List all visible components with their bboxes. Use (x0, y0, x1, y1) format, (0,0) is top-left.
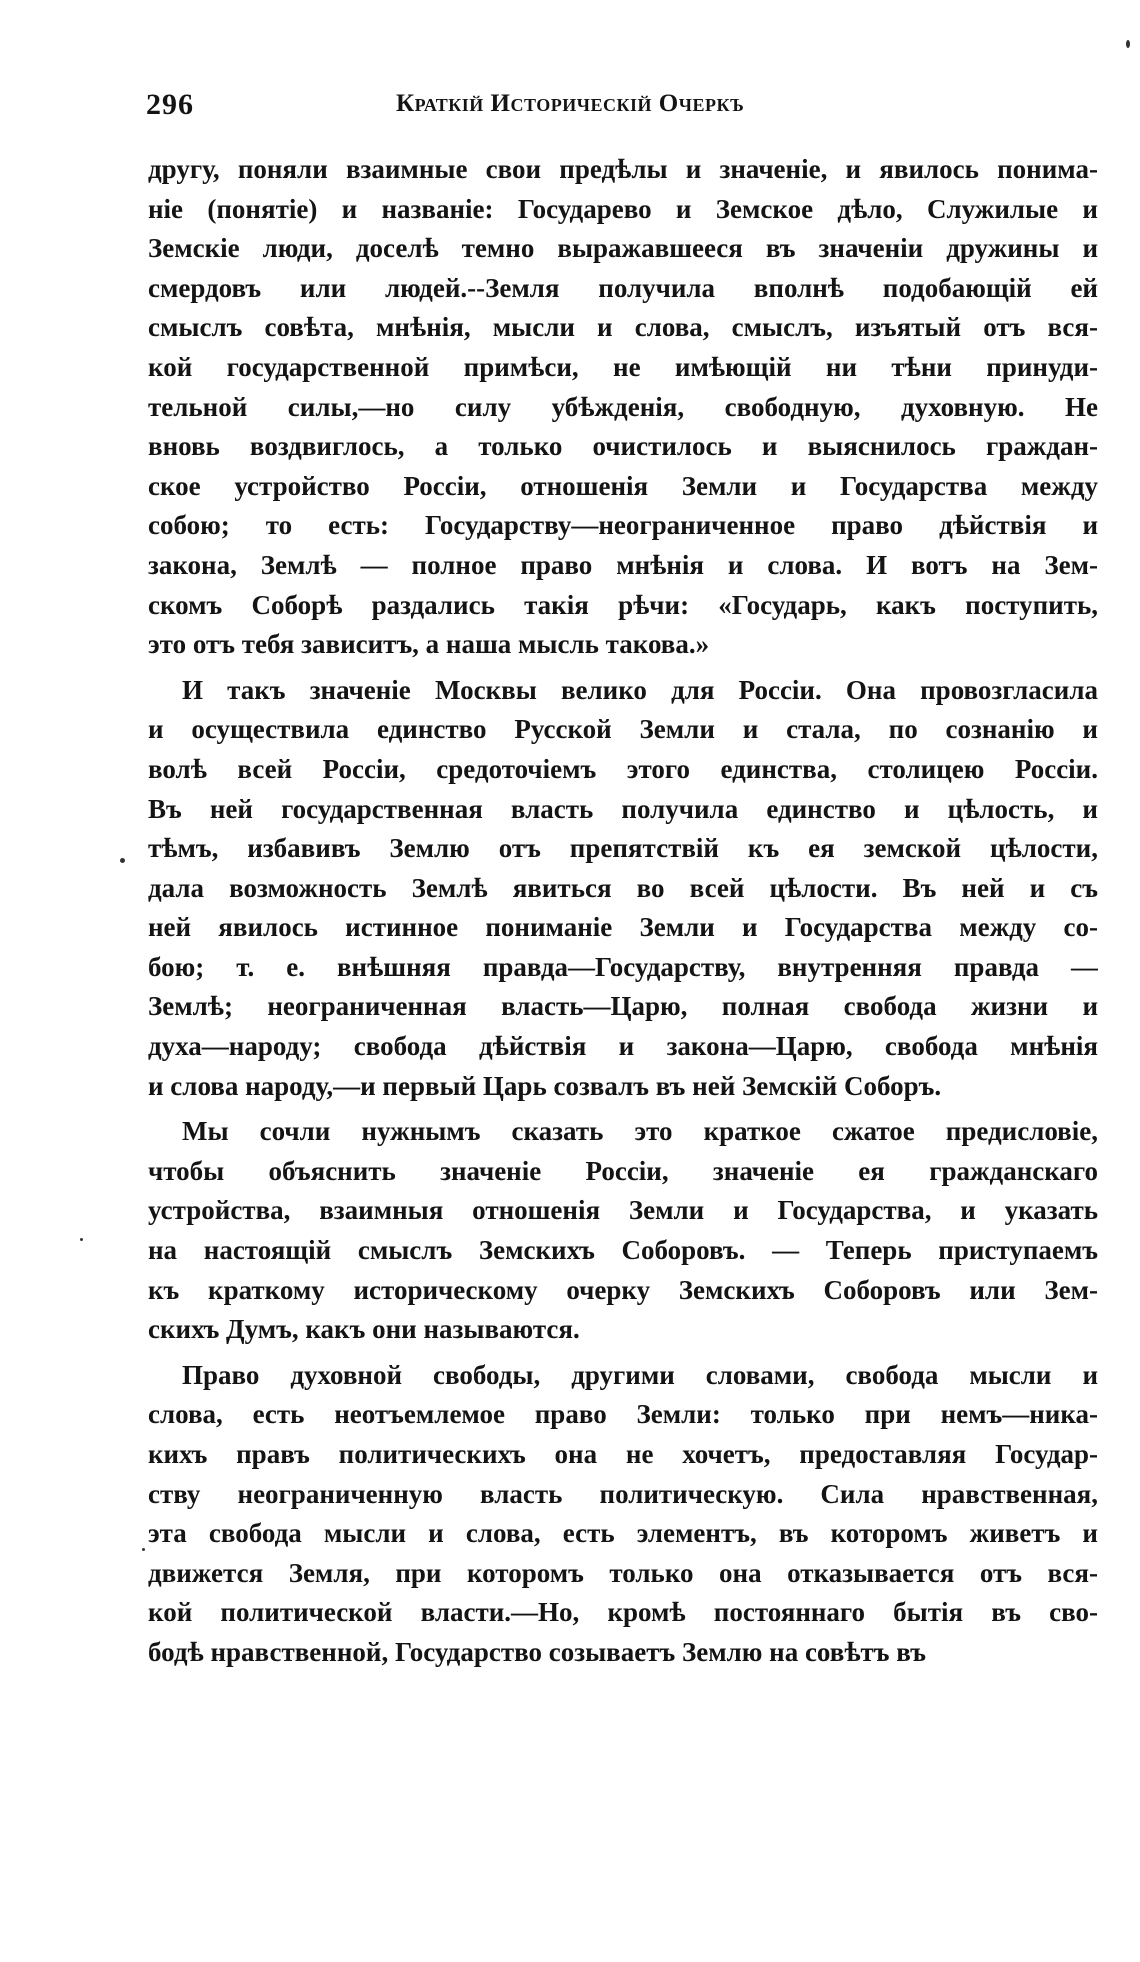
text-line: устройства, взаимныя отношенія Земли и Государства, и указать (148, 1195, 1098, 1226)
text-line: слова, есть неотъемлемое право Земли: только при немъ—ника- (148, 1399, 1098, 1430)
text-line: тѣмъ, избавивъ Землю отъ препятствій къ ея земской цѣлости, (148, 833, 1098, 864)
running-title: Краткій Историческій Очеркъ (396, 90, 745, 117)
text-line: ней явилось истинное пониманіе Земли и Государства между со- (148, 912, 1098, 943)
text-line: Земскіе люди, доселѣ темно выражавшееся въ значеніи дружины и (148, 233, 1098, 264)
text-line: кихъ правъ политическихъ она не хочетъ, предоставляя Государ- (148, 1439, 1098, 1469)
text-line: на настоящій смыслъ Земскихъ Соборовъ. — Теперь приступаемъ (148, 1235, 1098, 1266)
text-line: Право духовной свободы, другими словами, свобода мысли и (182, 1359, 1098, 1390)
text-line: и осуществила единство Русской Земли и стала, по сознанію и (148, 714, 1098, 745)
text-line: бодѣ нравственной, Государство созываетъ Землю на совѣтъ въ (148, 1636, 926, 1667)
text-line: И такъ значеніе Москвы велико для Россіи. Она провозгласила (182, 674, 1098, 705)
text-line: кой политической власти.—Но, кромѣ постояннаго бытія въ сво- (148, 1597, 1098, 1628)
paragraph (148, 671, 1098, 1107)
text-line: движется Земля, при которомъ только она отказывается отъ вся- (148, 1557, 1098, 1588)
paragraph (148, 1112, 1098, 1350)
paragraph (148, 150, 1098, 665)
paragraph (148, 1356, 1098, 1673)
print-speck (120, 858, 125, 863)
text-line: ніе (понятіе) и названіе: Государево и Земское дѣло, Служилые и (148, 193, 1098, 224)
page-number: 296 (146, 88, 194, 121)
text-line: закона, Землѣ — полное право мнѣнія и слова. И вотъ на Зем- (148, 549, 1098, 580)
text-line: эта свобода мысли и слова, есть элементъ, въ которомъ живетъ и (148, 1518, 1098, 1549)
text-line: тельной силы,—но силу убѣжденія, свободную, духовную. Не (148, 391, 1098, 422)
text-line: это отъ тебя зависитъ, а наша мысль такова.» (148, 629, 710, 660)
text-line: къ краткому историческому очерку Земскихъ Соборовъ или Зем- (148, 1274, 1098, 1305)
text-line: вновь воздвиглось, а только очистилось и выяснилось граждан- (148, 431, 1098, 462)
text-line: другу, поняли взаимные свои предѣлы и значеніе, и явилось понима- (148, 154, 1098, 184)
text-line: ству неограниченную власть политическую. Сила нравственная, (148, 1478, 1098, 1509)
page-header (146, 88, 1046, 128)
text-line: ское устройство Россіи, отношенія Земли и Государства между (148, 470, 1098, 501)
text-line: собою; то есть: Государству—неограниченное право дѣйствія и (148, 510, 1098, 541)
text-line: смыслъ совѣта, мнѣнія, мысли и слова, смыслъ, изъятый отъ вся- (148, 312, 1098, 343)
body-text (148, 150, 1098, 1673)
text-line: скихъ Думъ, какъ они называются. (148, 1314, 580, 1345)
text-line: чтобы объяснить значеніе Россіи, значеніе ея гражданскаго (148, 1155, 1098, 1186)
text-line: Мы сочли нужнымъ сказать это краткое сжатое предисловіе, (182, 1116, 1098, 1147)
print-speck (80, 1238, 83, 1241)
text-line: Въ ней государственная власть получила единство и цѣлость, и (148, 793, 1098, 824)
text-line: духа—народу; свобода дѣйствія и закона—Царю, свобода мнѣнія (148, 1031, 1098, 1062)
print-speck (142, 1548, 145, 1551)
text-line: Землѣ; неограниченная власть—Царю, полная свобода жизни и (148, 991, 1098, 1022)
text-line: волѣ всей Россіи, средоточіемъ этого единства, столицею Россіи. (148, 753, 1098, 784)
text-line: бою; т. е. внѣшняя правда—Государству, внутренняя правда — (148, 951, 1098, 982)
text-line: дала возможность Землѣ явиться во всей цѣлости. Въ ней и съ (148, 872, 1098, 903)
text-line: смердовъ или людей.--Земля получила вполнѣ подобающій ей (148, 272, 1098, 303)
print-speck (1126, 40, 1130, 48)
text-line: скомъ Соборѣ раздались такія рѣчи: «Государь, какъ поступить, (148, 589, 1098, 620)
text-line: и слова народу,—и первый Царь созвалъ въ ней Земскій Соборъ. (148, 1070, 942, 1101)
text-line: кой государственной примѣси, не имѣющій ни тѣни принуди- (148, 351, 1098, 382)
